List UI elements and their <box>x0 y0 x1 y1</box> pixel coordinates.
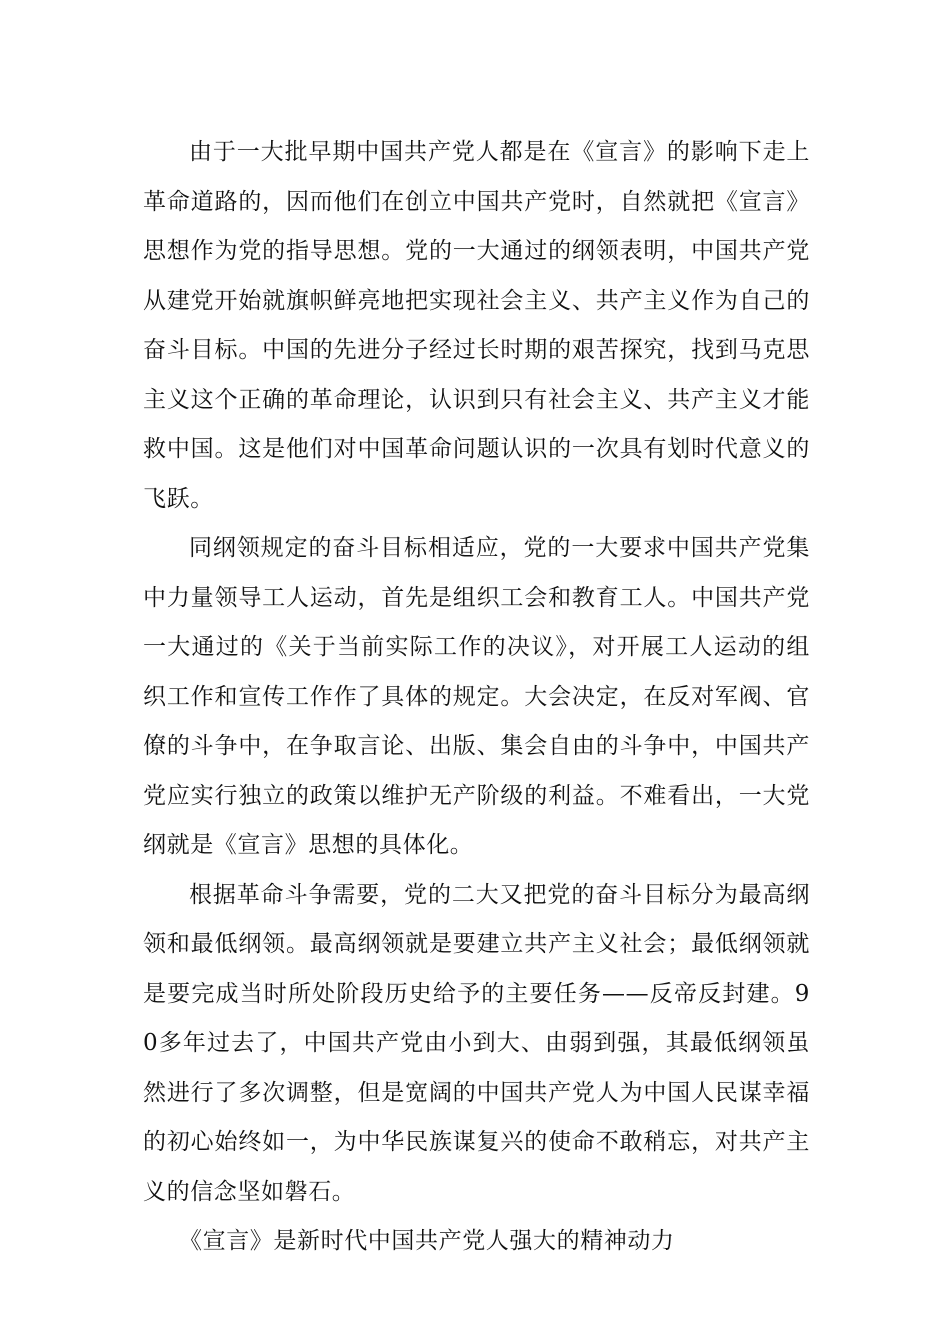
paragraph-1: 由于一大批早期中国共产党人都是在《宣言》的影响下走上革命道路的，因而他们在创立中国共产党时，自然就把《宣言》思想作为党的指导思想。党的一大通过的纲领表明，中国共产党从建党开始就旗帜鲜亮地把实现社会主义、共产主义作为自己的奋斗目标。中国的先进分子经过长时期的艰苦探究，找到马克思主义这个正确的革命理论，认识到只有社会主义、共产主义才能救中国。这是他们对中国革命问题认识的一次具有划时代意义的飞跃。 <box>143 139 810 512</box>
section-heading: 《宣言》是新时代中国共产党人强大的精神动力 <box>179 1228 675 1254</box>
paragraph-3: 根据革命斗争需要，党的二大又把党的奋斗目标分为最高纲领和最低纲领。最高纲领就是要建立共产主义社会；最低纲领就是要完成当时所处阶段历史给予的主要任务——反帝反封建。90多年过去了，中国共产党由小到大、由弱到强，其最低纲领虽然进行了多次调整，但是宽阔的中国共产党人为中国人民谋幸福的初心始终如一，为中华民族谋复兴的使命不敢稍忘，对共产主义的信念坚如磐石。 <box>143 881 810 1205</box>
paragraph-2: 同纲领规定的奋斗目标相适应，党的一大要求中国共产党集中力量领导工人运动，首先是组织工会和教育工人。中国共产党一大通过的《关于当前实际工作的决议》，对开展工人运动的组织工作和宣传工作作了具体的规定。大会决定，在反对军阀、官僚的斗争中，在争取言论、出版、集会自由的斗争中，中国共产党应实行独立的政策以维护无产阶级的利益。不难看出，一大党纲就是《宣言》思想的具体化。 <box>143 535 810 858</box>
